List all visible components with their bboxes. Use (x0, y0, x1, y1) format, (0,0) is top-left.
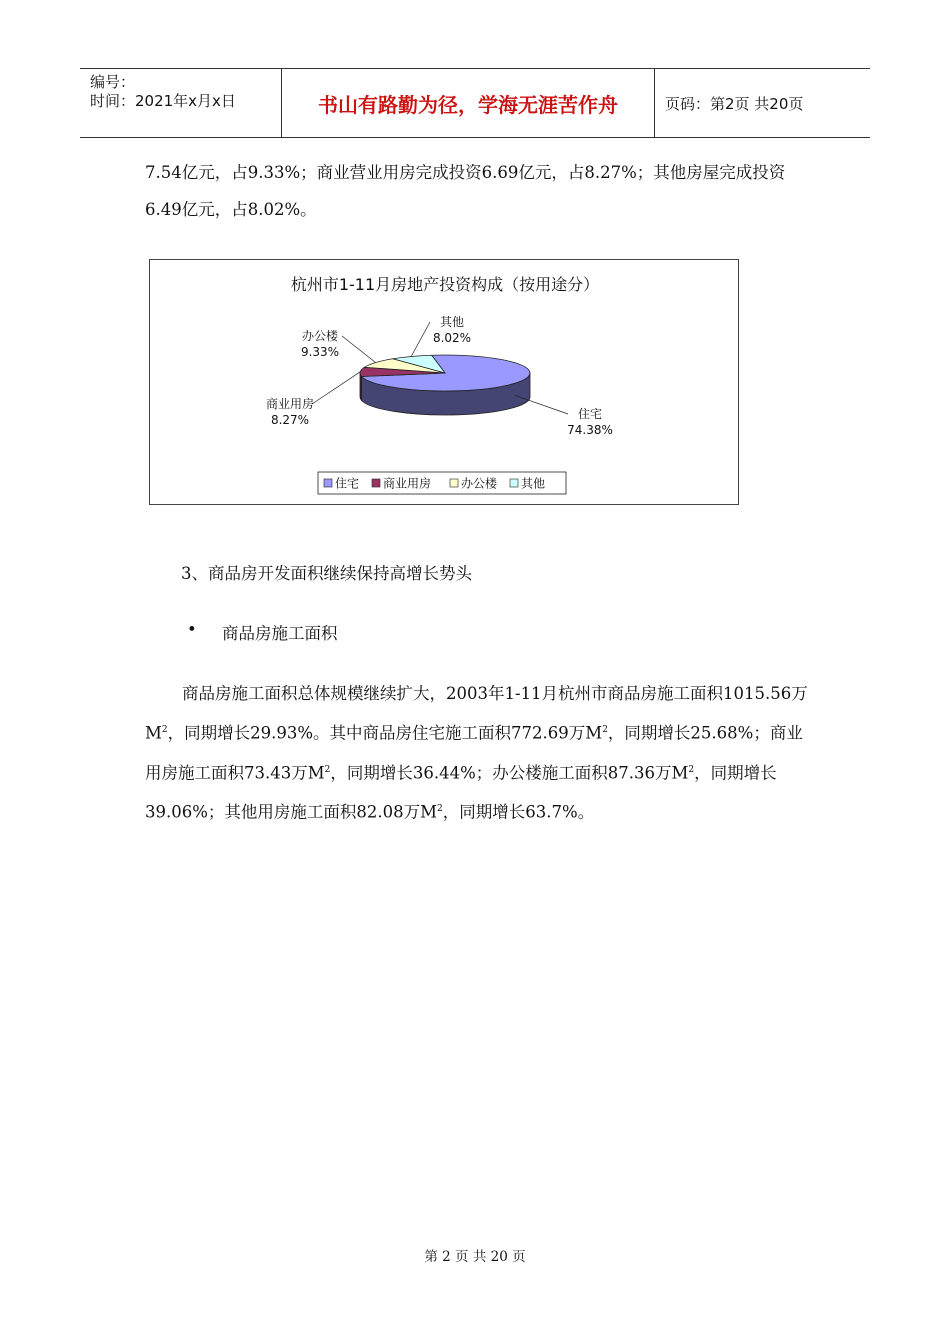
text-span: ，同期增长25.68%；商业用房施工面积73.43万M (145, 723, 803, 782)
pie-slices (360, 355, 530, 415)
bullet-mark: • (187, 620, 197, 639)
legend-swatch (324, 479, 332, 487)
legend-label: 其他 (521, 476, 546, 491)
section-heading: 3、商品房开发面积继续保持高增长势头 (181, 564, 472, 583)
legend-label: 商业用房 (383, 476, 432, 491)
slice-label: 商业用房 (265, 397, 315, 411)
slice-label: 其他 (439, 315, 465, 329)
text-span: ，同期增长36.44%；办公楼施工面积87.36万M (330, 763, 689, 782)
header-page-code: 页码：第2页 共20页 (665, 94, 804, 113)
superscript: 2 (324, 764, 331, 775)
pie-chart (149, 259, 739, 505)
document-header (80, 68, 870, 138)
legend-swatch (372, 479, 380, 487)
date-label: 时间：2021年x月x日 (90, 92, 236, 110)
pie-slice-side (360, 373, 362, 401)
slice-label: 9.33% (300, 345, 340, 359)
superscript: 2 (437, 804, 443, 814)
paragraph-construction-area (145, 675, 815, 831)
slice-label: 8.27% (270, 413, 310, 427)
label-leader-line (312, 372, 360, 404)
label-leader-line (411, 322, 430, 356)
slice-label: 住宅 (577, 407, 603, 421)
pie-chart-svg (150, 260, 740, 506)
text-span: ，同期增长29.93%。其中商品房住宅施工面积772.69万M (167, 723, 603, 743)
legend-label: 办公楼 (461, 476, 498, 491)
header-motto: 书山有路勤为径，学海无涯苦作舟 (281, 69, 655, 137)
number-label: 编号： (90, 73, 136, 91)
slice-label: 8.02% (432, 331, 472, 345)
chart-title: 杭州市1-11月房地产投资构成（按用途分） (290, 275, 600, 294)
label-leader-line (342, 336, 376, 363)
chart-legend (318, 472, 566, 494)
legend-swatch (510, 479, 518, 487)
bullet-item: 商品房施工面积 (222, 624, 338, 643)
slice-label: 74.38% (567, 423, 613, 437)
legend-swatch (450, 479, 458, 487)
superscript: 2 (602, 725, 608, 735)
text-span: ，同期增长39.06%；其他用房施工面积82.08万M (145, 763, 777, 822)
text-span: 商品房施工面积总体规模继续扩大，2003年1-11月杭州市商品房施工面积1015.56万M (145, 684, 808, 743)
paragraph-investment: 7.54亿元，占9.33%；商业营业用房完成投资6.69亿元，占8.27%；其他房屋完成投资6.49亿元，占8.02%。 (145, 163, 786, 219)
superscript: 2 (161, 725, 168, 735)
page-footer: 第 2 页 共 20 页 (424, 1249, 526, 1265)
header-meta (80, 69, 280, 137)
text-span: ，同期增长63.7%。 (442, 802, 595, 822)
superscript: 2 (688, 764, 695, 775)
slice-label: 办公楼 (301, 329, 339, 343)
legend-label: 住宅 (335, 476, 360, 491)
